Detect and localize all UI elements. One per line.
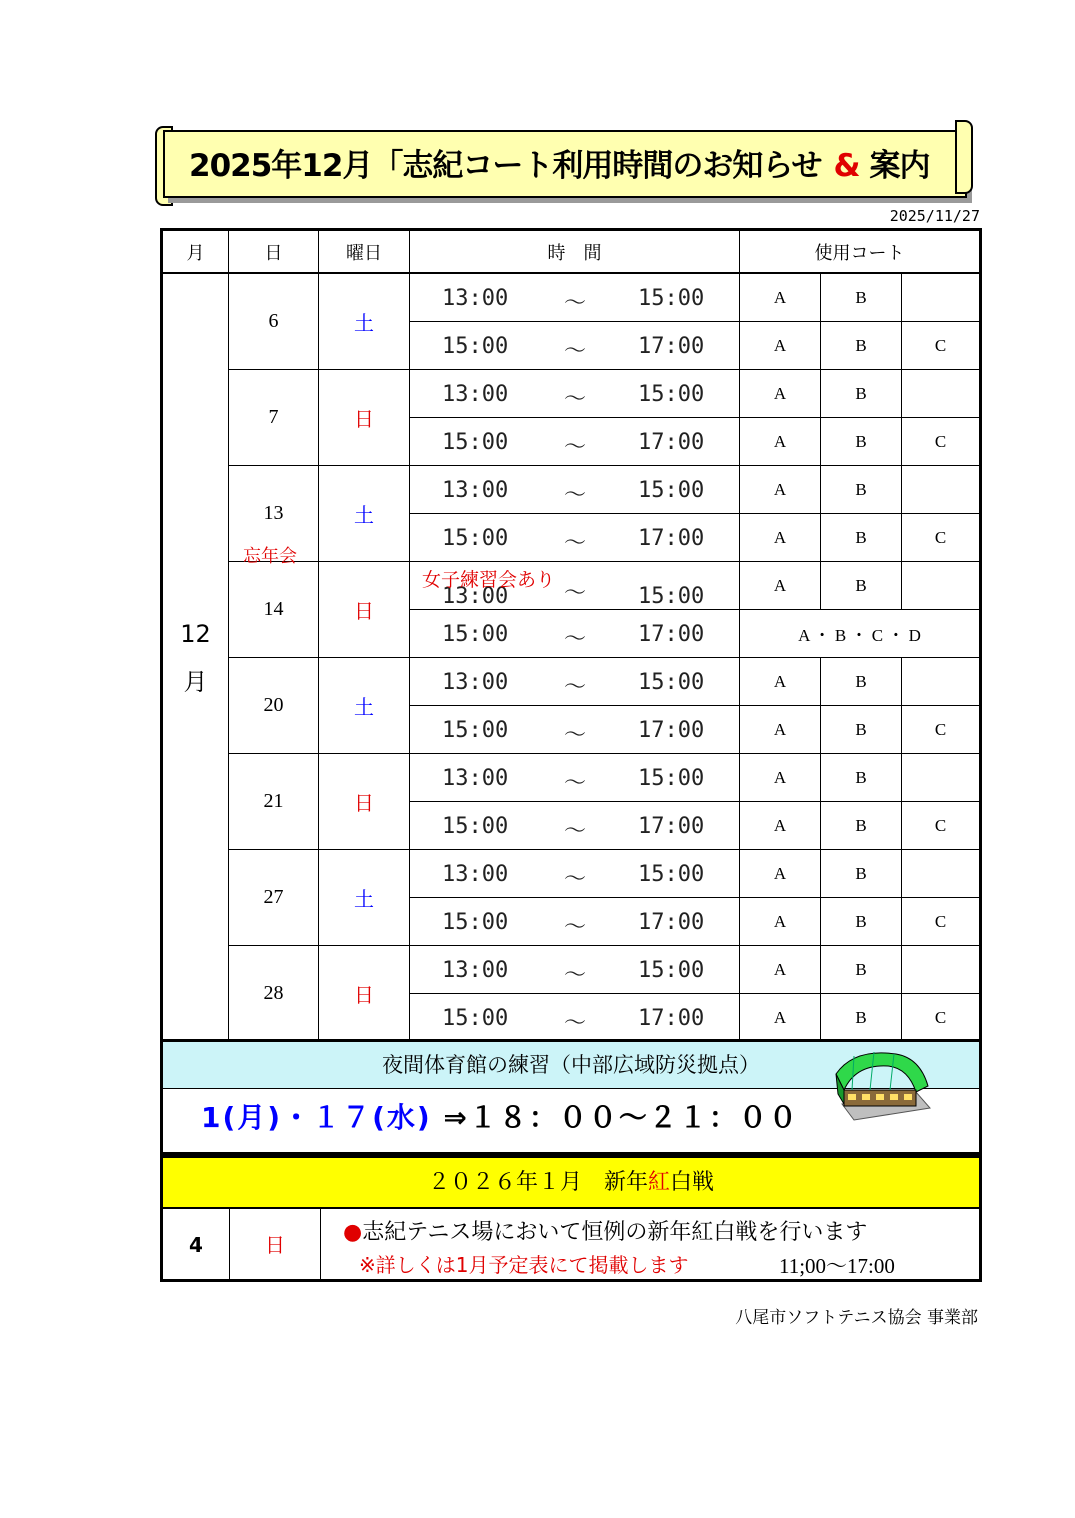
time-start: 13:00 xyxy=(442,862,509,887)
court-cell: A xyxy=(740,706,821,754)
day-number: 14 xyxy=(263,598,284,620)
court-cell: B xyxy=(821,562,902,610)
ny-weekday: 日 xyxy=(230,1209,321,1281)
weekday-cell: 日 xyxy=(319,562,410,658)
time-cell xyxy=(410,273,740,322)
ny-line2: ※詳しくは1月予定表にて掲載します xyxy=(359,1253,689,1277)
time-end: 17:00 xyxy=(638,622,705,647)
court-cell xyxy=(902,273,981,322)
time-end: 15:00 xyxy=(638,584,705,609)
time-end: 15:00 xyxy=(638,862,705,887)
time-cell xyxy=(410,706,740,754)
court-cell: C xyxy=(902,802,981,850)
time-start: 15:00 xyxy=(442,430,509,455)
court-cell: B xyxy=(821,658,902,706)
time-cell xyxy=(410,322,740,370)
day-cell xyxy=(229,946,319,1043)
court-cell: A xyxy=(740,418,821,466)
time-note: 女子練習会あり xyxy=(422,569,556,591)
court-cell: A xyxy=(740,946,821,994)
header-weekday: 曜日 xyxy=(319,230,410,274)
court-cell: B xyxy=(821,322,902,370)
time-start: 15:00 xyxy=(442,622,509,647)
day-cell xyxy=(229,370,319,466)
ny-line1 xyxy=(343,1215,867,1246)
court-cell: C xyxy=(902,706,981,754)
ny-heading-post: 白戦 xyxy=(670,1170,715,1195)
day-cell xyxy=(229,658,319,754)
court-cell: C xyxy=(902,898,981,946)
time-end: 15:00 xyxy=(638,958,705,983)
title-tail: 案内 xyxy=(869,148,930,184)
time-end: 15:00 xyxy=(638,382,705,407)
header-day: 日 xyxy=(229,230,319,274)
time-end: 15:00 xyxy=(638,478,705,503)
court-cell: C xyxy=(902,322,981,370)
time-tilde: ～ xyxy=(564,771,587,796)
court-cell: A xyxy=(740,273,821,322)
court-cell: A xyxy=(740,802,821,850)
time-cell xyxy=(410,610,740,658)
time-cell xyxy=(410,946,740,994)
time-tilde: ～ xyxy=(564,387,587,412)
table-row xyxy=(162,273,981,322)
weekday-cell: 日 xyxy=(319,370,410,466)
time-start: 13:00 xyxy=(442,766,509,791)
time-cell xyxy=(410,562,740,610)
schedule-table xyxy=(160,228,982,1044)
time-tilde: ～ xyxy=(564,291,587,316)
new-year-heading xyxy=(163,1158,979,1209)
time-start: 13:00 xyxy=(442,382,509,407)
time-tilde: ～ xyxy=(564,435,587,460)
time-tilde: ～ xyxy=(564,531,587,556)
time-start: 15:00 xyxy=(442,1006,509,1031)
time-start: 15:00 xyxy=(442,910,509,935)
court-cell xyxy=(902,466,981,514)
gymnasium-icon xyxy=(834,1046,934,1126)
day-cell xyxy=(229,754,319,850)
time-end: 15:00 xyxy=(638,286,705,311)
day-number: 6 xyxy=(268,310,279,332)
court-cell: A xyxy=(740,994,821,1043)
table-row xyxy=(162,850,981,898)
court-cell: A xyxy=(740,322,821,370)
time-tilde: ～ xyxy=(564,675,587,700)
table-row xyxy=(162,370,981,418)
court-cell: A xyxy=(740,658,821,706)
time-cell xyxy=(410,466,740,514)
time-end: 15:00 xyxy=(638,766,705,791)
time-start: 13:00 xyxy=(442,958,509,983)
header-court: 使用コート xyxy=(740,230,981,274)
court-cell: B xyxy=(821,514,902,562)
day-cell xyxy=(229,850,319,946)
time-start: 15:00 xyxy=(442,718,509,743)
court-cell: B xyxy=(821,754,902,802)
time-start: 13:00 xyxy=(442,584,509,609)
time-tilde: ～ xyxy=(564,483,587,508)
time-cell xyxy=(410,418,740,466)
new-year-row xyxy=(163,1209,979,1281)
day-cell xyxy=(229,466,319,567)
table-header xyxy=(162,230,981,274)
court-cell: A xyxy=(740,850,821,898)
title-ampersand: & xyxy=(833,148,860,184)
table-row xyxy=(162,658,981,706)
gym-dates: 1(月)・１７(水) xyxy=(201,1101,432,1134)
court-cell: B xyxy=(821,994,902,1043)
time-end: 17:00 xyxy=(638,526,705,551)
court-cell: B xyxy=(821,418,902,466)
time-end: 17:00 xyxy=(638,1006,705,1031)
court-cell: A xyxy=(740,754,821,802)
bullet-icon: ● xyxy=(343,1220,363,1245)
court-cell: B xyxy=(821,273,902,322)
gym-schedule xyxy=(201,1096,799,1136)
page-title xyxy=(189,140,949,190)
day-cell xyxy=(229,273,319,370)
time-end: 17:00 xyxy=(638,910,705,935)
court-cell: A xyxy=(740,466,821,514)
time-start: 15:00 xyxy=(442,814,509,839)
court-cell: A xyxy=(740,562,821,610)
time-tilde: ～ xyxy=(564,581,587,606)
day-number: 13 xyxy=(263,502,284,524)
court-cell: B xyxy=(821,802,902,850)
month-cell: 12 月 xyxy=(162,273,229,1043)
court-cell: B xyxy=(821,946,902,994)
day-number: 21 xyxy=(263,790,284,812)
time-tilde: ～ xyxy=(564,867,587,892)
ny-line2-time: 11;00～17:00 xyxy=(779,1254,895,1278)
court-cell xyxy=(902,850,981,898)
day-cell xyxy=(229,562,319,658)
ny-heading-red: 紅 xyxy=(647,1170,670,1195)
weekday-cell: 日 xyxy=(319,754,410,850)
court-cell: B xyxy=(821,706,902,754)
weekday-cell: 土 xyxy=(319,273,410,370)
court-cell: C xyxy=(902,994,981,1043)
table-row xyxy=(162,466,981,514)
issue-date: 2025/11/27 xyxy=(889,207,980,225)
time-start: 13:00 xyxy=(442,478,509,503)
time-start: 15:00 xyxy=(442,526,509,551)
ny-line1-text: 志紀テニス場において恒例の新年紅白戦を行います xyxy=(362,1220,868,1245)
time-tilde: ～ xyxy=(564,723,587,748)
time-cell xyxy=(410,370,740,418)
new-year-section xyxy=(160,1155,982,1282)
time-end: 17:00 xyxy=(638,718,705,743)
table-row xyxy=(162,562,981,610)
title-main: 2025年12月「志紀コート利用時間のお知らせ xyxy=(189,148,822,184)
day-number: 28 xyxy=(263,982,284,1004)
court-cell: B xyxy=(821,850,902,898)
court-cell: C xyxy=(902,514,981,562)
court-cell xyxy=(902,754,981,802)
time-cell xyxy=(410,898,740,946)
time-cell xyxy=(410,802,740,850)
time-cell xyxy=(410,850,740,898)
time-cell xyxy=(410,754,740,802)
time-tilde: ～ xyxy=(564,1011,587,1036)
gym-time: ⇒１８：００～２１：００ xyxy=(443,1101,799,1134)
weekday-cell: 土 xyxy=(319,658,410,754)
court-cell xyxy=(902,370,981,418)
time-cell xyxy=(410,514,740,562)
court-merged: A ・ B ・ C ・ D xyxy=(740,610,981,658)
table-row xyxy=(162,754,981,802)
time-end: 17:00 xyxy=(638,430,705,455)
time-tilde: ～ xyxy=(564,339,587,364)
gym-heading: 夜間体育館の練習（中部広域防災拠点） xyxy=(163,1042,979,1089)
time-start: 13:00 xyxy=(442,286,509,311)
day-number: 27 xyxy=(263,886,284,908)
court-cell: A xyxy=(740,514,821,562)
court-cell: A xyxy=(740,370,821,418)
time-cell xyxy=(410,658,740,706)
time-cell xyxy=(410,994,740,1043)
court-cell: B xyxy=(821,466,902,514)
organization-name: 八尾市ソフトテニス協会 事業部 xyxy=(735,1308,978,1328)
day-note: 忘年会 xyxy=(243,546,297,567)
time-end: 17:00 xyxy=(638,334,705,359)
court-cell: A xyxy=(740,898,821,946)
time-end: 17:00 xyxy=(638,814,705,839)
weekday-cell: 土 xyxy=(319,850,410,946)
day-number: 7 xyxy=(268,406,279,428)
court-cell: C xyxy=(902,418,981,466)
court-cell: B xyxy=(821,370,902,418)
time-tilde: ～ xyxy=(564,627,587,652)
time-start: 15:00 xyxy=(442,334,509,359)
ny-day: 4 xyxy=(163,1209,230,1281)
time-start: 13:00 xyxy=(442,670,509,695)
time-end: 15:00 xyxy=(638,670,705,695)
header-time: 時 間 xyxy=(410,230,740,274)
gym-practice-section xyxy=(160,1039,982,1155)
court-cell xyxy=(902,562,981,610)
scroll-curl-right xyxy=(955,120,973,194)
time-tilde: ～ xyxy=(564,915,587,940)
ny-heading-pre: ２０２６年１月 新年 xyxy=(427,1170,648,1195)
header-month: 月 xyxy=(162,230,229,274)
court-cell xyxy=(902,658,981,706)
day-number: 20 xyxy=(263,694,284,716)
court-cell: B xyxy=(821,898,902,946)
weekday-cell: 土 xyxy=(319,466,410,562)
time-tilde: ～ xyxy=(564,963,587,988)
table-row xyxy=(162,946,981,994)
title-banner xyxy=(155,120,973,202)
weekday-cell: 日 xyxy=(319,946,410,1043)
time-tilde: ～ xyxy=(564,819,587,844)
court-cell xyxy=(902,946,981,994)
